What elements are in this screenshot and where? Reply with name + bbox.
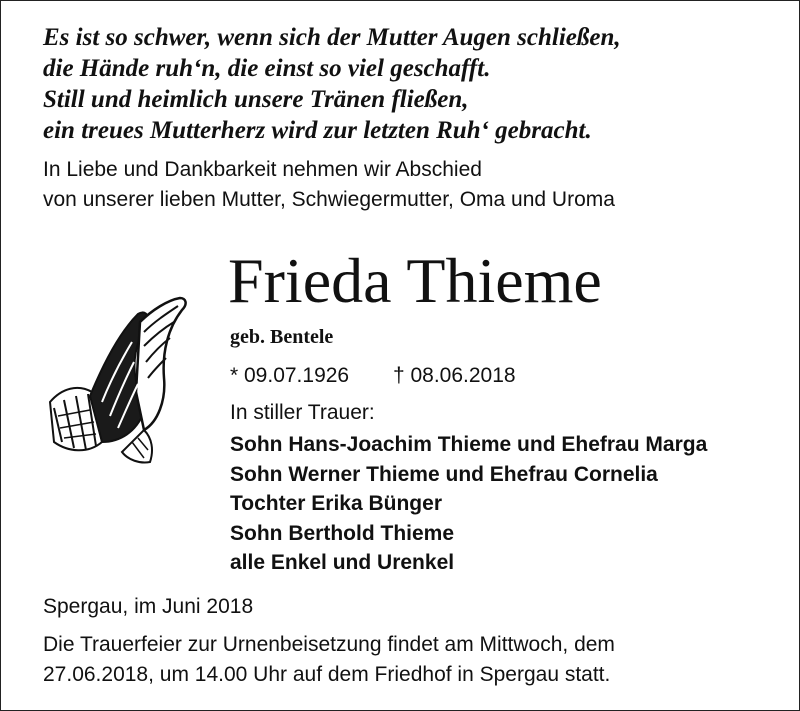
mourner-item: alle Enkel und Urenkel [230,551,455,574]
poem-line: ein treues Mutterherz wird zur letzten Ruh‘ gebracht. [43,117,592,144]
deceased-name: Frieda Thieme [228,245,602,316]
funeral-line: Die Trauerfeier zur Urnenbeisetzung findet am Mittwoch, dem [43,633,615,656]
mourner-item: Sohn Werner Thieme und Ehefrau Cornelia [230,462,658,486]
poem-line: die Hände ruh‘n, die einst so viel geschafft. [43,55,491,82]
poem-line: Es ist so schwer, wenn sich der Mutter Augen schließen, [43,24,621,51]
mourners-list [230,430,707,578]
poem [43,22,783,146]
mourner-item: Sohn Berthold Thieme [230,521,455,545]
birth-date: * 09.07.1926 [230,364,350,387]
life-dates [230,362,516,390]
praying-hands-icon [40,292,200,472]
mourner-item: Sohn Hans-Joachim Thieme und Ehefrau Marga [230,433,708,456]
mourners-label: In stiller Trauer: [230,401,375,424]
maiden-name: geb. Bentele [230,326,334,348]
death-date: † 08.06.2018 [392,364,516,387]
funeral-line: 27.06.2018, um 14.00 Uhr auf dem Friedhof in Spergau statt. [43,663,611,686]
place-date: Spergau, im Juni 2018 [43,595,254,618]
poem-line: Still und heimlich unsere Tränen fließen, [43,86,469,113]
mourner-item: Tochter Erika Bünger [230,492,442,515]
funeral-info [43,630,783,690]
intro-line: In Liebe und Dankbarkeit nehmen wir Abschied [43,158,482,181]
intro-line: von unserer lieben Mutter, Schwiegermutter, Oma und Uroma [43,188,615,211]
farewell-intro [43,155,783,215]
